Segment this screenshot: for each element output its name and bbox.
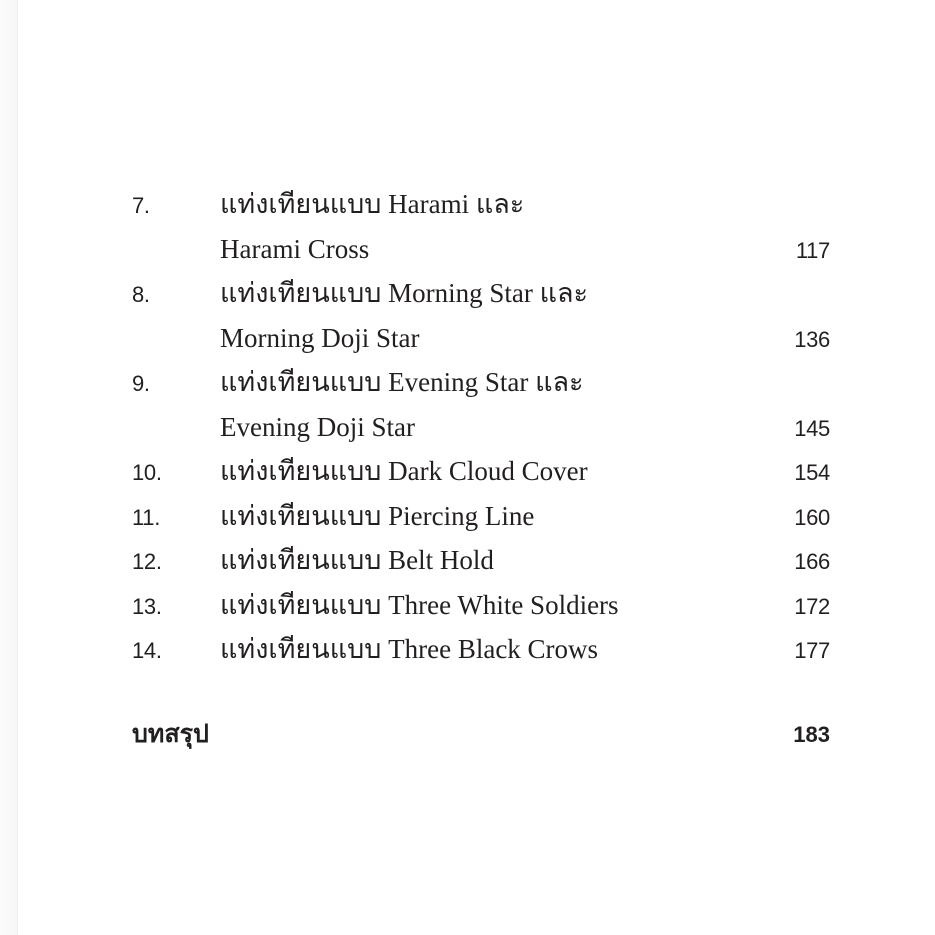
toc-entry-number: 8. [132,282,150,307]
toc-entry [132,449,832,494]
toc-entry-title: แท่งเทียนแบบ Three White Soldiers [220,589,619,620]
toc-entry-title: แท่งเทียนแบบ Evening Star และ [220,367,584,397]
toc-entry [132,360,832,405]
toc-entry [132,494,832,539]
toc-entry-page: 117 [795,237,830,263]
toc-entry [132,538,832,583]
toc-entry [132,316,832,361]
toc-entry-number: 10. [132,460,162,485]
toc-entry-number: 7. [132,193,150,218]
toc-entry-page: 154 [794,460,830,485]
toc-entry-title: Harami Cross [220,233,370,264]
toc-entry [132,627,832,672]
toc-entry-page: 166 [794,549,830,574]
page-edge-shadow [0,0,18,935]
toc-entry-title: แท่งเทียนแบบ Piercing Line [220,500,535,531]
toc-entry-title: แท่งเทียนแบบ Morning Star และ [220,278,589,308]
table-of-contents [132,182,832,672]
toc-entry [132,405,832,450]
toc-entry [132,227,832,272]
toc-entry [132,583,832,628]
summary-heading: บทสรุป [132,719,209,748]
toc-entry-page: 172 [794,593,830,619]
toc-entry-number: 9. [132,371,150,396]
toc-entry-page: 160 [794,504,830,530]
toc-summary-entry [132,712,832,756]
toc-entry-title: แท่งเทียนแบบ Three Black Crows [220,634,599,664]
toc-entry-number: 11. [132,504,161,530]
toc-entry-title: แท่งเทียนแบบ Dark Cloud Cover [220,456,588,486]
toc-entry-title: Evening Doji Star [220,411,415,442]
summary-page-number: 183 [793,722,830,747]
toc-entry-number: 14. [132,638,162,663]
toc-entry [132,271,832,316]
toc-entry-page: 145 [794,415,830,441]
toc-entry-number: 13. [132,593,162,619]
toc-entry-number: 12. [132,549,162,574]
toc-entry-page: 177 [794,638,830,663]
toc-entry-title: แท่งเทียนแบบ Harami และ [220,189,525,219]
toc-entry [132,182,832,227]
toc-entry-title: Morning Doji Star [220,322,420,353]
toc-entry-title: แท่งเทียนแบบ Belt Hold [220,545,494,575]
toc-entry-page: 136 [794,326,830,352]
